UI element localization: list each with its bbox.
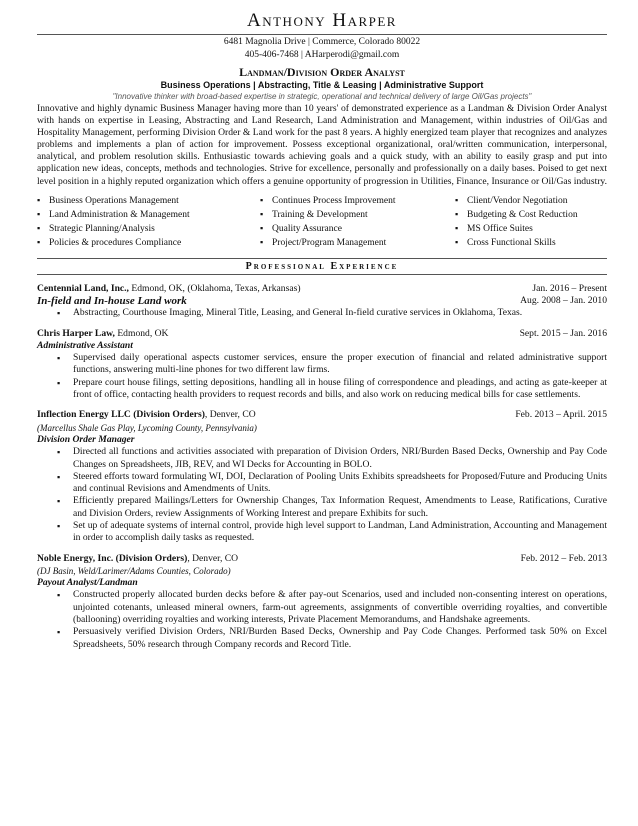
job-bullets (37, 352, 607, 401)
job-bullets (37, 589, 607, 650)
job-bullets (37, 446, 607, 544)
job-header (37, 283, 607, 295)
phone-email: 405-406-7468 | AHarperodi@gmail.com (244, 50, 400, 60)
job-bullet: ▪ Supervised daily operational aspects customer services, ensure the proper execution of financial and related administrative support functions, answering multi-line phones for two different law firms. (73, 352, 607, 377)
job-company: Centennial Land, Inc., (37, 282, 129, 294)
job-entry (37, 283, 607, 320)
job-dates: Feb. 2013 – April. 2015 (515, 409, 607, 421)
job-bullet: ▪ Constructed properly allocated burden decks before & after pay-out Scenarios, used and included non-consenting interest on operations, unjointed cotenants, unleased mineral owners, farm-out agreements, assignments of convertible overriding royalties, and convertible (ballooning) overriding royalties and working interests, Private Placement Memorandums, and Handshake agreements. (73, 589, 607, 626)
skill-item: ▪ Continues Process Improvement (260, 194, 455, 208)
job-company-line (37, 328, 168, 340)
job-entry (37, 553, 607, 651)
skill-item: ▪ Business Operations Management (37, 194, 260, 208)
job-bullet: ▪ Steered efforts toward formulating WI, DOI, Declaration of Pooling Units Exhibits spreadsheets for Proposed/Future and Producing Units and continual Revisions and Amendments of Units. (73, 471, 607, 496)
job-company: Inflection Energy LLC (Division Orders) (37, 409, 205, 421)
job-company-line (37, 283, 301, 295)
job-location: , Denver, CO (204, 409, 256, 421)
job-title: Division Order Manager (37, 433, 135, 445)
skills-column-3 (455, 194, 607, 250)
address: 6481 Magnolia Drive | Commerce, Colorado 80022 (223, 37, 421, 47)
professional-summary: Innovative and highly dynamic Business Manager having more than 10 years' of demonstrated experience as a Landman & Division Order Analyst with hands on expertise in Leasing, Abstracting and Land Research, Land Administration and Management, within industries of Oil/Gas and Hospitality Management, performing Division Order & Land work for the past 8 years. A highly energized team player that recognizes and analyzes problems and implements a plan of action for improvement. Possess exceptional organizational, oral/written communication, interpersonal, analytical, and problem resolution skills. Enthusiastic towards achieving goals and a quick study, with an ability to easily grasp and put into application new ideas, concepts, methods and technologies. Strive for excellence, personally and professionally on a daily bases. Poised to get next level position in a highly reputed organization which offers a genuine opportunity of progression in Utilities, Finance, Insurance or Oil/Gas industry. (37, 103, 607, 187)
tagline: "Innovative thinker with broad-based expertise in strategic, operational and technical delivery of large Oil/Gas projects" (112, 92, 532, 101)
skill-item: ▪ Strategic Planning/Analysis (37, 222, 260, 236)
section-title-experience: Professional Experience (37, 258, 607, 275)
job-project: (DJ Basin, Weld/Larimer/Adams Counties, Colorado) (37, 565, 231, 576)
header-divider (37, 34, 607, 35)
skills-grid (37, 194, 607, 250)
job-project: (Marcellus Shale Gas Play, Lycoming County, Pennsylvania) (37, 422, 257, 433)
skill-item: ▪ MS Office Suites (455, 222, 607, 236)
skill-item: ▪ Quality Assurance (260, 222, 455, 236)
job-bullet: ▪ Efficiently prepared Mailings/Letters for Ownership Changes, Tax Information Request, Amendments to Lease, Ratifications, Curative and Division Orders, review Assignments of Working Interest and prepare Exhibits for such. (73, 495, 607, 520)
skills-column-2 (260, 194, 455, 250)
skill-item: ▪ Cross Functional Skills (455, 236, 607, 250)
job-header (37, 328, 607, 340)
job-location: Edmond, OK, (Oklahoma, Texas, Arkansas) (128, 282, 301, 294)
job-title: Payout Analyst/Landman (37, 577, 138, 589)
job-bullets (37, 307, 607, 319)
job-dates: Sept. 2015 – Jan. 2016 (519, 327, 607, 339)
job-company-line (37, 553, 238, 565)
candidate-name: Anthony Harper (247, 10, 397, 31)
skill-item: ▪ Policies & procedures Compliance (37, 236, 260, 250)
job-title-dates: Aug. 2008 – Jan. 2010 (520, 294, 607, 306)
job-company-line (37, 409, 256, 421)
job-location: , Denver, CO (187, 552, 239, 564)
job-bullet: ▪ Prepare court house filings, setting depositions, handling all in house filing of correspondence and pleadings, and acting as gate-keeper at front of office, contacting health providers to request records and bills, and also work on reducing medical bills for case settlements. (73, 377, 607, 402)
job-company: Chris Harper Law, (37, 327, 115, 339)
job-dates: Feb. 2012 – Feb. 2013 (520, 552, 607, 564)
job-title: In-field and In-house Land work (37, 294, 187, 307)
skill-item: ▪ Budgeting & Cost Reduction (455, 208, 607, 222)
focus-areas: Business Operations | Abstracting, Title & Leasing | Administrative Support (160, 80, 484, 90)
skills-column-1 (37, 194, 260, 250)
job-location: Edmond, OK (114, 327, 169, 339)
target-role: Landman/Division Order Analyst (239, 65, 405, 79)
job-title: Administrative Assistant (37, 339, 133, 351)
job-bullet: ▪ Set up of adequate systems of internal control, provide high level support to Landman, Land Administration, Accounting and Management in order to accomplish daily tasks as requested. (73, 520, 607, 545)
job-header (37, 409, 607, 421)
skill-item: ▪ Training & Development (260, 208, 455, 222)
job-bullet: ▪ Persuasively verified Division Orders, NRI/Burden Based Decks, Ownership and Pay Code Changes. Performed task 50% on Excel Spreadsheets, 50% research through Company records and Record Title. (73, 626, 607, 651)
job-title-line (37, 295, 607, 307)
skill-item: ▪ Client/Vendor Negotiation (455, 194, 607, 208)
skill-item: ▪ Project/Program Management (260, 236, 455, 250)
job-header (37, 553, 607, 565)
job-company: Noble Energy, Inc. (Division Orders) (37, 552, 188, 564)
job-dates: Jan. 2016 – Present (532, 282, 607, 294)
skill-item: ▪ Land Administration & Management (37, 208, 260, 222)
job-entry (37, 409, 607, 544)
job-bullet: ▪ Directed all functions and activities associated with preparation of Division Orders, NRI/Burden Based Decks, Ownership and Pay Code Changes on Spreadsheets, JIB, REV, and WI Decks for Accounting in BOLO. (73, 446, 607, 471)
job-entry (37, 328, 607, 402)
job-bullet: ▪ Abstracting, Courthouse Imaging, Mineral Title, Leasing, and General In-field curative services in Oklahoma, Texas. (73, 307, 607, 319)
